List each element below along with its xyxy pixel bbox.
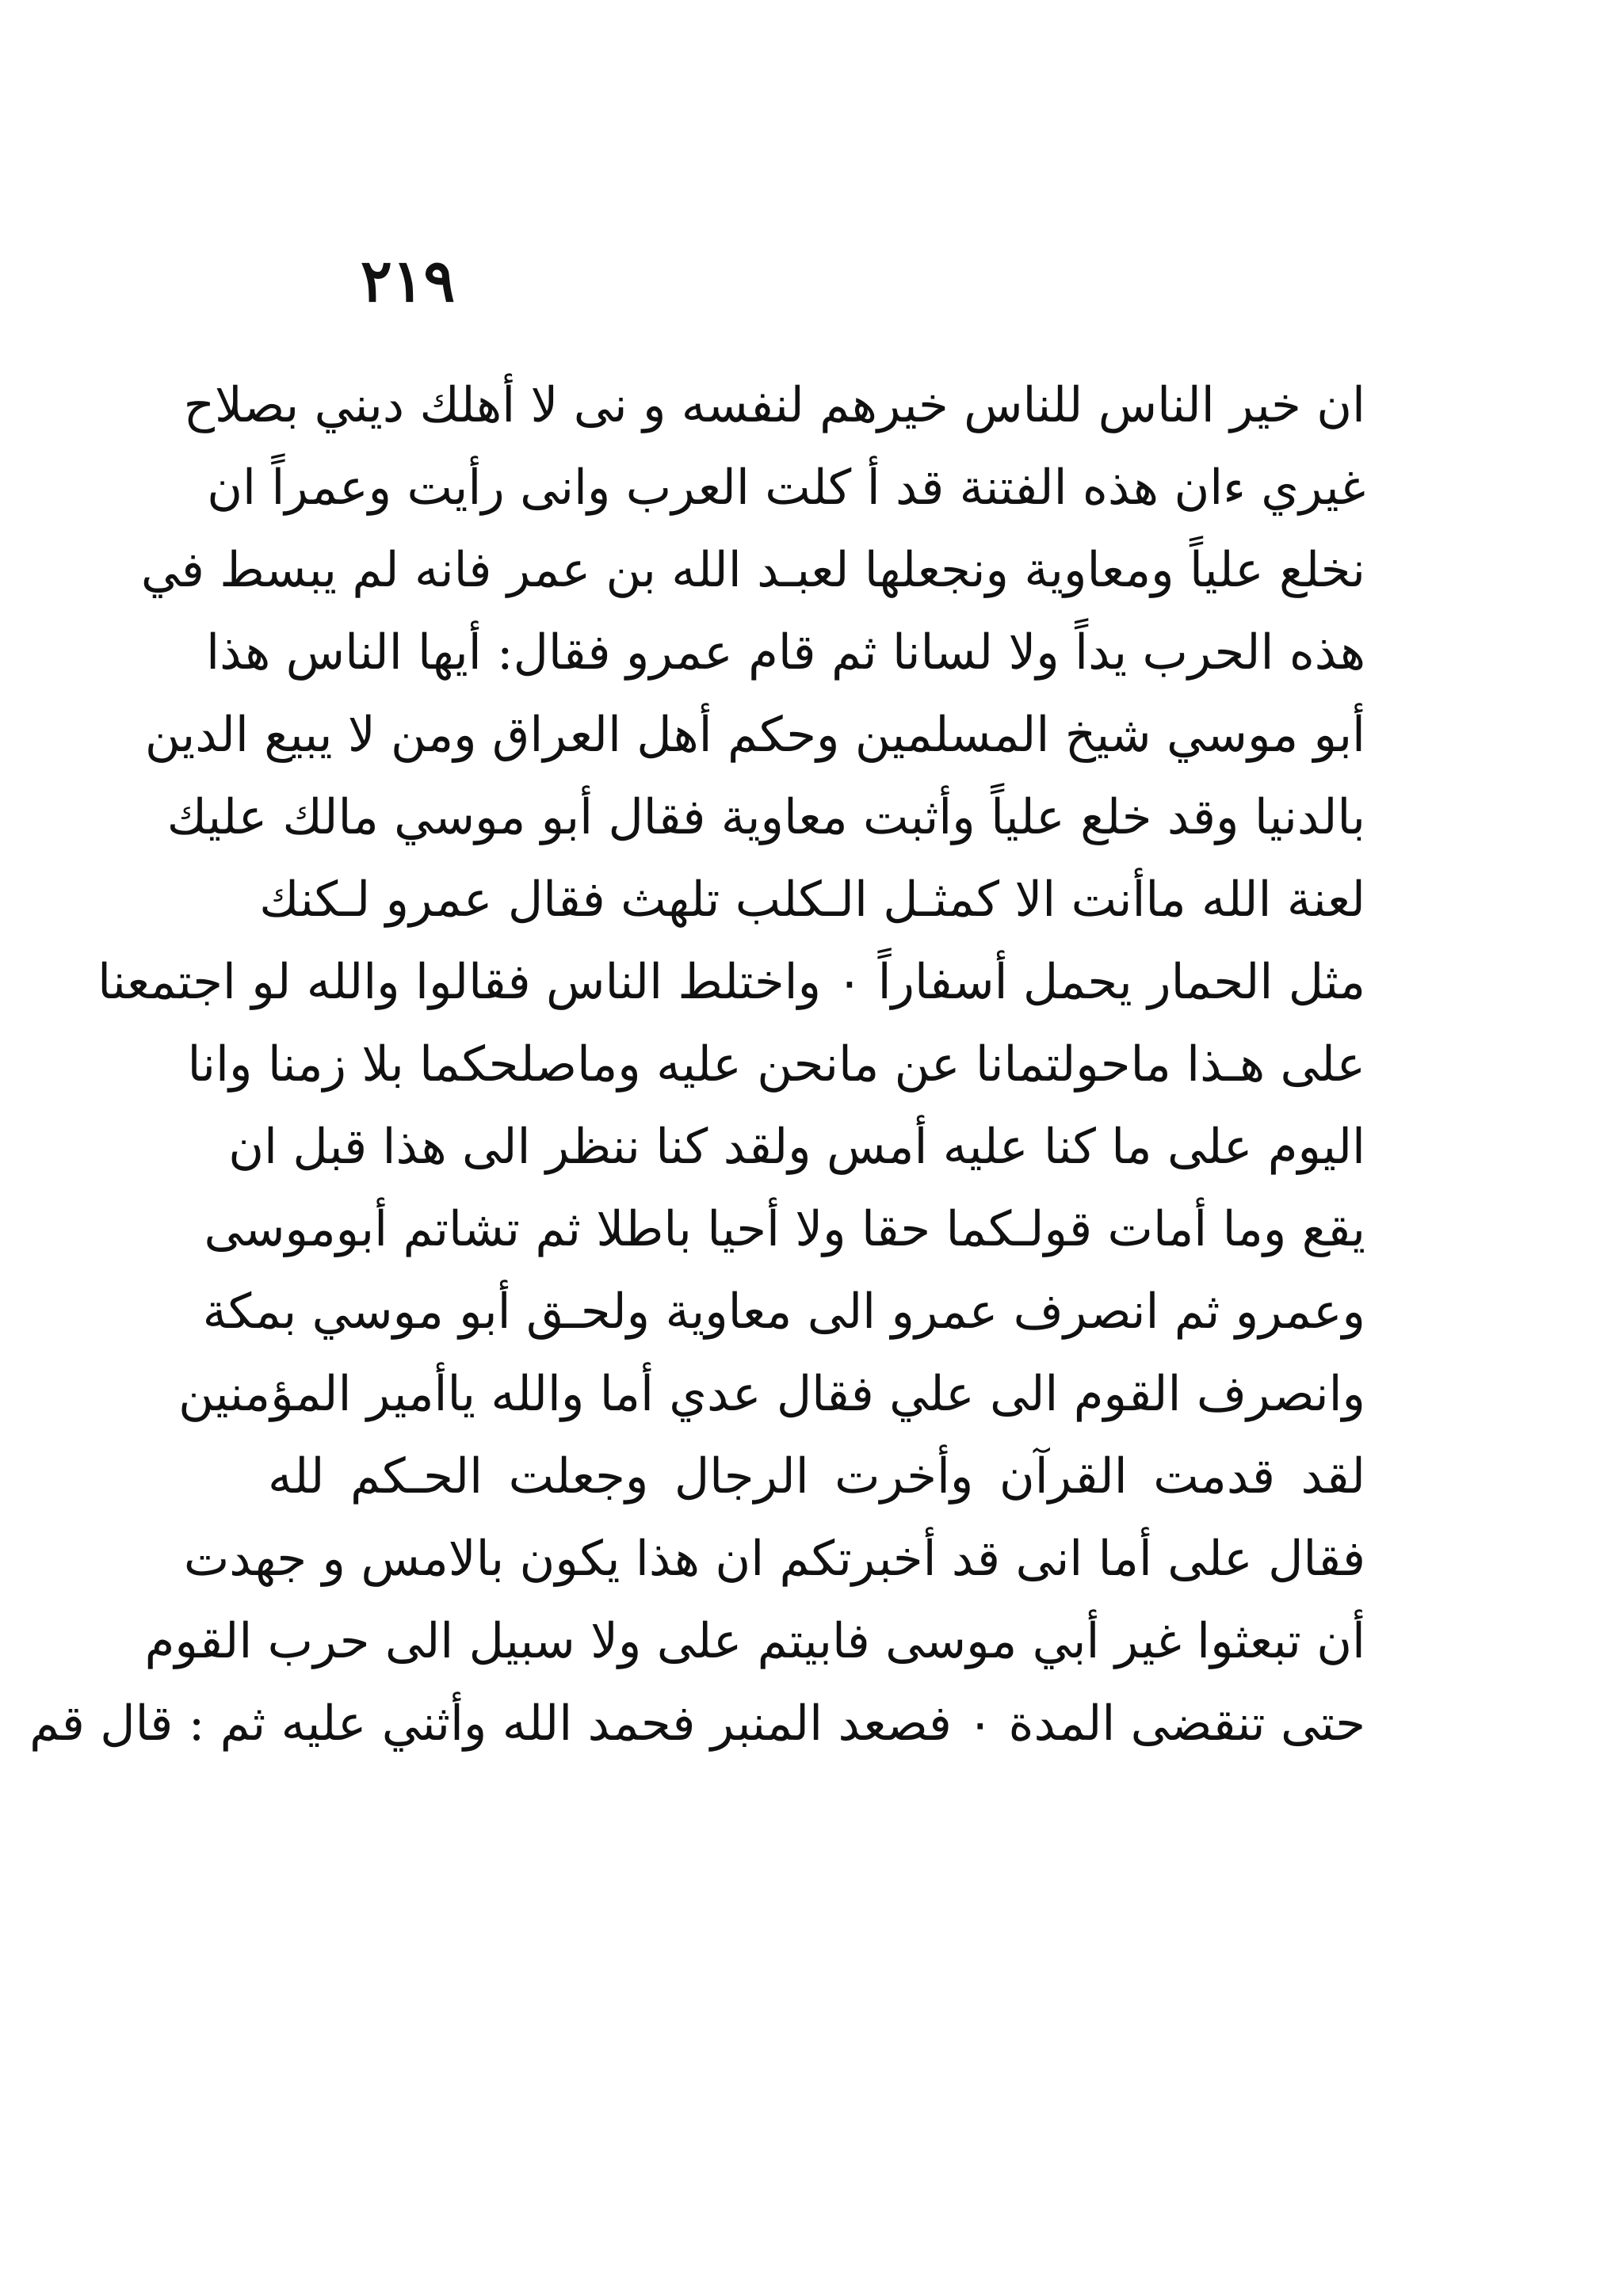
- text-line: وانصرف القوم الى علي فقال عدي أما والله ياأمير المؤمنين: [178, 1366, 1365, 1422]
- text-line: هذه الحرب يداً ولا لسانا ثم قام عمرو فقال: أيها الناس هذا: [206, 624, 1365, 681]
- text-line: يقع وما أمات قولـكما حقا ولا أحيا باطلا ثم تشاتم أبوموسى: [204, 1201, 1365, 1257]
- text-line: لقد قدمت القرآن وأخرت الرجال وجعلت الحـكم لله: [268, 1448, 1365, 1505]
- text-line: اليوم على ما كنا عليه أمس ولقد كنا ننظر الى هذا قبل ان: [228, 1119, 1365, 1175]
- text-line: نخلع علياً ومعاوية ونجعلها لعبـد الله بن عمر فانه لم يبسط في: [140, 542, 1365, 598]
- text-line: لعنة الله ماأنت الا كمثـل الـكلب تلهث فقال عمرو لـكنك: [259, 871, 1365, 928]
- text-line: حتى تنقضى المدة ٠ فصعد المنبر فحمد الله وأثني عليه ثم : قال قم: [29, 1695, 1365, 1752]
- text-line: أن تبعثوا غير أبي موسى فابيتم على ولا سبيل الى حرب القوم: [144, 1613, 1365, 1669]
- text-line: أبو موسي شيخ المسلمين وحكم أهل العراق ومن لا يبيع الدين: [144, 707, 1365, 763]
- text-line: مثل الحمار يحمل أسفاراً ٠ واختلط الناس فقالوا والله لو اجتمعنا: [97, 954, 1365, 1010]
- body-text: [29, 364, 1365, 1765]
- text-line: على هـذا ماحولتمانا عن مانحن عليه وماصلحكما بلا زمنا وانا: [187, 1036, 1365, 1093]
- text-line: فقال على أما انى قد أخبرتكم ان هذا يكون بالامس و جهدت: [183, 1531, 1365, 1587]
- text-line: ان خير الناس للناس خيرهم لنفسه و نى لا أهلك ديني بصلاح: [183, 377, 1365, 433]
- page-number: ٢١٩: [361, 247, 456, 315]
- text-line: بالدنيا وقد خلع علياً وأثبت معاوية فقال أبو موسي مالك عليك: [166, 789, 1365, 845]
- text-line: غيري ءان هذه الفتنة قد أ كلت العرب وانى رأيت وعمراً ان: [207, 460, 1365, 516]
- text-line: وعمرو ثم انصرف عمرو الى معاوية ولحـق أبو موسي بمكة: [202, 1283, 1365, 1340]
